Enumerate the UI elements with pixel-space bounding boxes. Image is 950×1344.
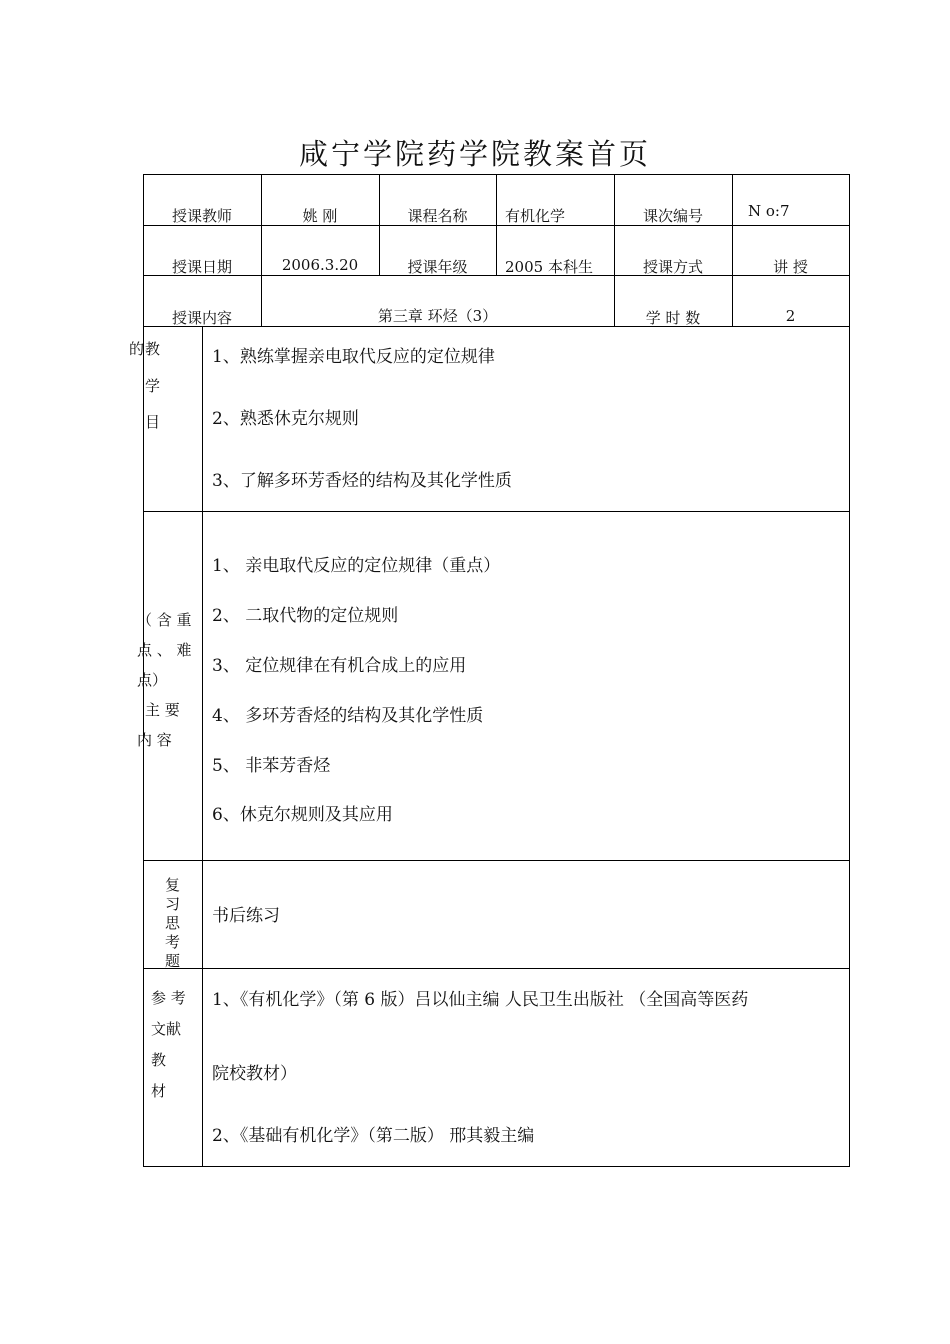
teacher-label: 授课教师 <box>171 207 232 225</box>
review-text: 书后练习 <box>212 906 280 926</box>
content-section-label-line: 内 容 <box>137 731 172 749</box>
content-section-label-line: 点） <box>137 671 168 689</box>
content-value: 第三章 环烃（3） <box>377 307 498 325</box>
table-rule <box>496 174 497 275</box>
content-item: 5、 非苯芳香烃 <box>212 756 331 776</box>
objectives-label-line: 教 <box>145 340 161 358</box>
review-label-line: 习 <box>164 895 180 913</box>
grade-label: 授课年级 <box>407 258 468 276</box>
review-label <box>143 876 202 971</box>
review-label-line: 题 <box>164 952 180 970</box>
reference-item: 1、《有机化学》（第 6 版）吕以仙主编 人民卫生出版社 （全国高等医药 <box>212 990 749 1010</box>
reference-item: 2、《基础有机化学》（第二版） 邢其毅主编 <box>212 1126 535 1146</box>
hours-label: 学 时 数 <box>645 309 701 327</box>
content-section-label-line: （ 含 重 <box>137 611 192 629</box>
date-value: 2006.3.20 <box>281 256 359 274</box>
review-label-line: 考 <box>164 933 180 951</box>
table-rule <box>732 174 733 326</box>
course-value: 有机化学 <box>505 207 566 225</box>
method-value: 讲 授 <box>773 258 808 276</box>
objectives-label-line: 目 <box>145 413 161 431</box>
objective-item: 3、了解多环芳香烃的结构及其化学性质 <box>212 471 512 491</box>
course-label: 课程名称 <box>407 207 468 225</box>
references-label-line: 参 考 <box>151 989 186 1007</box>
table-rule <box>143 1166 850 1167</box>
teacher-value: 姚 刚 <box>302 207 338 225</box>
objectives-label-overflow: 的 <box>129 340 145 358</box>
objective-item: 2、熟悉休克尔规则 <box>212 409 359 429</box>
table-rule <box>614 174 615 326</box>
reference-item: 院校教材） <box>212 1064 297 1084</box>
content-label: 授课内容 <box>171 309 232 327</box>
page-title: 咸宁学院药学院教案首页 <box>298 137 651 171</box>
table-rule <box>143 860 850 861</box>
content-section-label-line: 主 要 <box>145 701 180 719</box>
table-rule <box>202 326 203 1167</box>
grade-value: 2005 本科生 <box>505 258 593 276</box>
content-item: 1、 亲电取代反应的定位规律（重点） <box>212 556 501 576</box>
references-label-line: 材 <box>151 1082 167 1100</box>
lesson-no-label: 课次编号 <box>642 207 703 225</box>
review-label-line: 复 <box>164 876 180 894</box>
table-rule <box>143 511 850 512</box>
table-rule <box>261 174 262 326</box>
table-rule <box>849 174 850 1167</box>
hours-value: 2 <box>785 307 796 325</box>
lesson-no-value: N o:7 <box>748 202 790 220</box>
method-label: 授课方式 <box>642 258 703 276</box>
content-item: 3、 定位规律在有机合成上的应用 <box>212 656 467 676</box>
content-item: 2、 二取代物的定位规则 <box>212 606 399 626</box>
date-label: 授课日期 <box>171 258 232 276</box>
objectives-label-line: 学 <box>145 377 161 395</box>
content-item: 6、休克尔规则及其应用 <box>212 805 393 825</box>
content-item: 4、 多环芳香烃的结构及其化学性质 <box>212 706 484 726</box>
review-label-line: 思 <box>164 914 180 932</box>
content-section-label-line: 点 、 难 <box>137 641 192 659</box>
table-rule <box>143 968 850 969</box>
references-label-line: 文献 <box>151 1020 182 1038</box>
references-label-line: 教 <box>151 1051 167 1069</box>
objective-item: 1、熟练掌握亲电取代反应的定位规律 <box>212 347 495 367</box>
